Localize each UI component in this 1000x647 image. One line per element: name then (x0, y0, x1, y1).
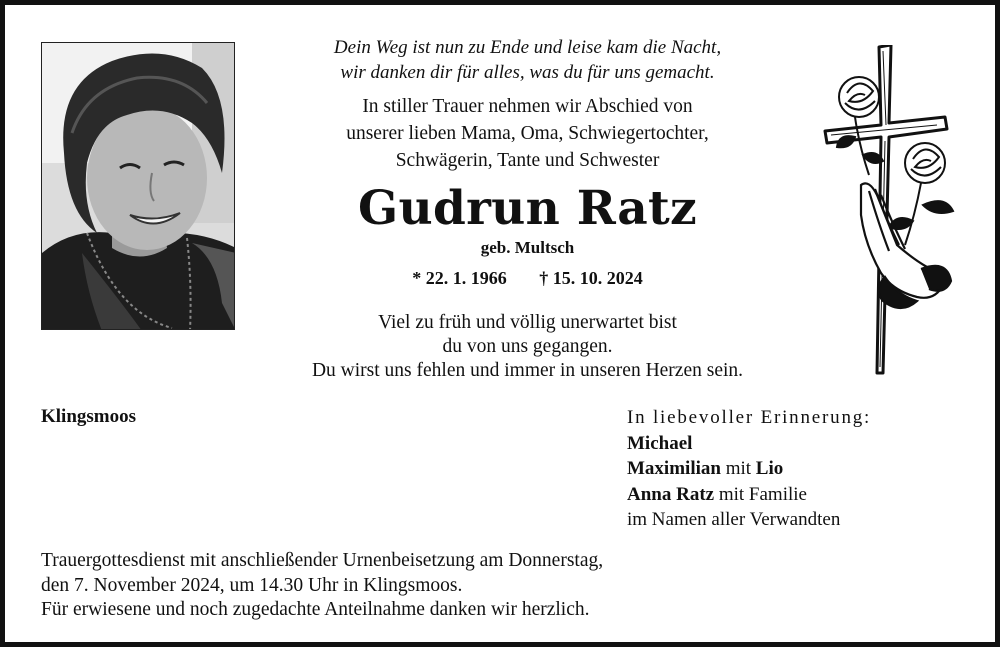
family-closing: im Namen aller Verwandten (627, 509, 841, 530)
family-member (627, 431, 871, 457)
place-name: Klingsmoos (41, 406, 137, 427)
deceased-name: Gudrun Ratz (358, 181, 697, 236)
birth-name: geb. Multsch (480, 238, 575, 257)
portrait-image (42, 43, 235, 330)
birth-date: * 22. 1. 1966 (412, 268, 507, 288)
intro-text (260, 93, 795, 174)
family-member (627, 456, 871, 482)
family-heading: In liebevoller Erinnerung: (627, 407, 872, 428)
family-member-name: Michael (627, 432, 693, 454)
life-dates (260, 267, 795, 289)
motto-line: Dein Weg ist nun zu Ende und leise kam die Nacht, (333, 37, 722, 58)
family-member-name: Anna Ratz (627, 483, 715, 505)
intro-line: unserer lieben Mama, Oma, Schwiegertochter, (346, 123, 709, 144)
service-line: Trauergottesdienst mit anschließender Urnenbeisetzung am Donnerstag, (41, 550, 604, 571)
rose-bottom (889, 143, 953, 245)
family-member (627, 482, 871, 508)
family-member-name: Maximilian (627, 458, 721, 479)
death-date: † 15. 10. 2024 (539, 268, 643, 288)
quote-line: Du wirst uns fehlen und immer in unseren Herzen sein. (311, 360, 744, 381)
farewell-quote (260, 311, 795, 383)
motto-line: wir danken dir für alles, was du für uns gemacht. (340, 62, 715, 83)
cross-with-roses-icon (817, 45, 957, 375)
intro-line: In stiller Trauer nehmen wir Abschied von (362, 96, 693, 117)
service-line: den 7. November 2024, um 14.30 Uhr in Klingsmoos. (41, 574, 463, 596)
motto-verse (260, 35, 795, 85)
family-member-partner: Lio (755, 458, 784, 479)
quote-line: du von uns gegangen. (442, 336, 613, 357)
portrait-photo (41, 42, 235, 330)
family-member-connector: mit (720, 458, 756, 479)
intro-line: Schwägerin, Tante und Schwester (395, 150, 660, 171)
family-signature (627, 405, 871, 533)
service-line: Für erwiesene und noch zugedachte Anteilnahme danken wir herzlich. (41, 599, 590, 620)
quote-line: Viel zu früh und völlig unerwartet bist (378, 312, 677, 333)
funeral-service-notice (41, 549, 603, 623)
family-member-suffix: mit Familie (714, 483, 807, 505)
